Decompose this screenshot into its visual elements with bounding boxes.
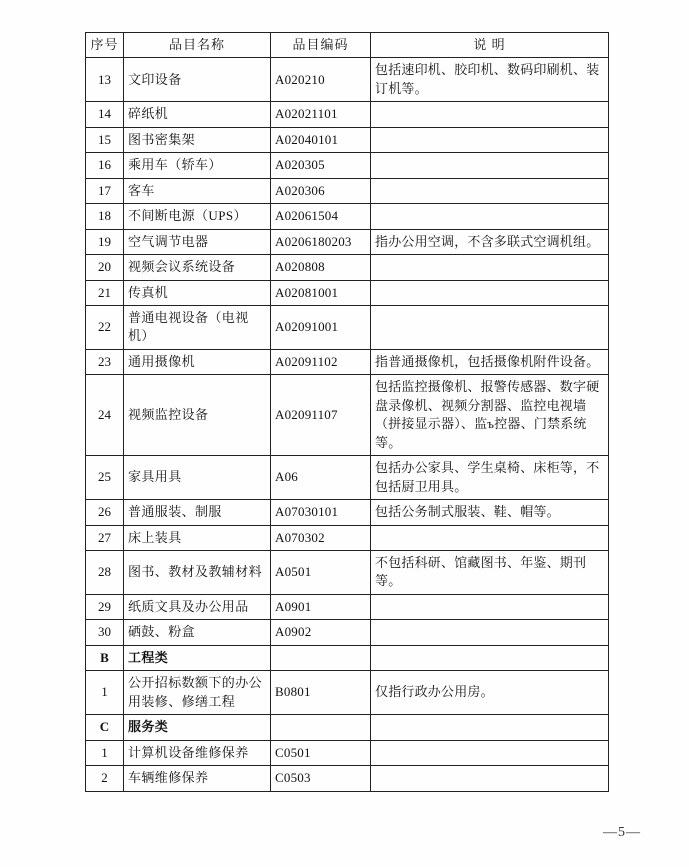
cell-no: 21 <box>86 280 124 305</box>
table-row <box>86 740 609 765</box>
cell-name: 通用摄像机 <box>124 349 271 374</box>
cell-name: 公开招标数额下的办公用装修、修缮工程 <box>124 671 271 715</box>
cell-no: 23 <box>86 349 124 374</box>
table-row <box>86 153 609 178</box>
cell-name: 视频会议系统设备 <box>124 255 271 280</box>
cell-desc <box>371 127 609 152</box>
cell-name: 纸质文具及办公用品 <box>124 594 271 619</box>
table-row <box>86 645 609 670</box>
column-header-code: 品目编码 <box>271 33 371 58</box>
column-header-no: 序号 <box>86 33 124 58</box>
cell-desc: 包括监控摄像机、报警传感器、数字硬盘录像机、视频分割器、监控电视墙（拼接显示器）、监ъ控器、门禁系统等。 <box>371 375 609 456</box>
cell-no: 1 <box>86 671 124 715</box>
cell-name: 不间断电源（UPS） <box>124 204 271 229</box>
cell-no: 29 <box>86 594 124 619</box>
table-header-row <box>86 33 609 58</box>
cell-desc <box>371 766 609 791</box>
table-row <box>86 102 609 127</box>
cell-name: 空气调节电器 <box>124 229 271 254</box>
cell-no: 26 <box>86 500 124 525</box>
cell-no: 28 <box>86 550 124 594</box>
catalog-table-container <box>85 32 608 792</box>
table-row <box>86 550 609 594</box>
cell-code: A020305 <box>271 153 371 178</box>
cell-name: 服务类 <box>124 715 271 740</box>
cell-desc: 不包括科研、馆藏图书、年鉴、期刊等。 <box>371 550 609 594</box>
cell-name: 普通电视设备（电视机） <box>124 305 271 349</box>
cell-no: 16 <box>86 153 124 178</box>
cell-desc <box>371 255 609 280</box>
table-row <box>86 375 609 456</box>
cell-desc: 仅指行政办公用房。 <box>371 671 609 715</box>
table-row <box>86 204 609 229</box>
cell-name: 图书密集架 <box>124 127 271 152</box>
table-row <box>86 594 609 619</box>
cell-desc <box>371 715 609 740</box>
cell-code: A020808 <box>271 255 371 280</box>
table-row <box>86 620 609 645</box>
table-row <box>86 178 609 203</box>
cell-code: A0501 <box>271 550 371 594</box>
table-row <box>86 229 609 254</box>
cell-desc <box>371 620 609 645</box>
table-row <box>86 525 609 550</box>
table-row <box>86 127 609 152</box>
table-row <box>86 280 609 305</box>
cell-name: 碎纸机 <box>124 102 271 127</box>
table-row <box>86 58 609 102</box>
cell-desc <box>371 305 609 349</box>
cell-code: A02091107 <box>271 375 371 456</box>
cell-code: A020306 <box>271 178 371 203</box>
cell-desc: 包括办公家具、学生桌椅、床柜等，不包括厨卫用具。 <box>371 456 609 500</box>
cell-no: 22 <box>86 305 124 349</box>
cell-no: 19 <box>86 229 124 254</box>
cell-desc <box>371 178 609 203</box>
cell-code: A0206180203 <box>271 229 371 254</box>
cell-code: A02040101 <box>271 127 371 152</box>
cell-no: 1 <box>86 740 124 765</box>
cell-code <box>271 715 371 740</box>
cell-code: A0902 <box>271 620 371 645</box>
cell-name: 床上装具 <box>124 525 271 550</box>
page-number: —5— <box>603 825 641 840</box>
cell-desc: 包括公务制式服装、鞋、帽等。 <box>371 500 609 525</box>
cell-desc <box>371 740 609 765</box>
table-row <box>86 671 609 715</box>
cell-code: B0801 <box>271 671 371 715</box>
cell-no: 24 <box>86 375 124 456</box>
cell-desc: 指办公用空调，不含多联式空调机组。 <box>371 229 609 254</box>
column-header-name: 品目名称 <box>124 33 271 58</box>
table-row <box>86 255 609 280</box>
column-header-desc: 说 明 <box>371 33 609 58</box>
cell-desc <box>371 525 609 550</box>
cell-no: 25 <box>86 456 124 500</box>
table-body <box>86 58 609 791</box>
cell-name: 文印设备 <box>124 58 271 102</box>
table-row <box>86 305 609 349</box>
table-header <box>86 33 609 58</box>
cell-desc: 指普通摄像机，包括摄像机附件设备。 <box>371 349 609 374</box>
table-row <box>86 715 609 740</box>
cell-no: 18 <box>86 204 124 229</box>
cell-code: C0501 <box>271 740 371 765</box>
cell-no: 13 <box>86 58 124 102</box>
cell-code: A020210 <box>271 58 371 102</box>
cell-name: 家具用具 <box>124 456 271 500</box>
cell-desc <box>371 645 609 670</box>
cell-code: A070302 <box>271 525 371 550</box>
cell-name: 乘用车（轿车） <box>124 153 271 178</box>
cell-code: A02091001 <box>271 305 371 349</box>
cell-desc <box>371 204 609 229</box>
cell-code: C0503 <box>271 766 371 791</box>
cell-no: 2 <box>86 766 124 791</box>
table-row <box>86 349 609 374</box>
cell-no: B <box>86 645 124 670</box>
table-row <box>86 500 609 525</box>
cell-desc <box>371 280 609 305</box>
catalog-table <box>85 32 609 792</box>
cell-desc <box>371 594 609 619</box>
cell-name: 视频监控设备 <box>124 375 271 456</box>
cell-code: A02021101 <box>271 102 371 127</box>
cell-name: 计算机设备维修保养 <box>124 740 271 765</box>
cell-name: 传真机 <box>124 280 271 305</box>
cell-no: C <box>86 715 124 740</box>
cell-code: A02091102 <box>271 349 371 374</box>
table-row <box>86 456 609 500</box>
cell-no: 27 <box>86 525 124 550</box>
cell-name: 硒鼓、粉盒 <box>124 620 271 645</box>
cell-no: 30 <box>86 620 124 645</box>
cell-code <box>271 645 371 670</box>
cell-no: 15 <box>86 127 124 152</box>
cell-code: A07030101 <box>271 500 371 525</box>
cell-no: 17 <box>86 178 124 203</box>
cell-name: 普通服装、制服 <box>124 500 271 525</box>
cell-name: 图书、教材及教辅材料 <box>124 550 271 594</box>
cell-code: A02081001 <box>271 280 371 305</box>
cell-code: A02061504 <box>271 204 371 229</box>
cell-code: A0901 <box>271 594 371 619</box>
cell-name: 客车 <box>124 178 271 203</box>
cell-name: 工程类 <box>124 645 271 670</box>
table-row <box>86 766 609 791</box>
cell-no: 20 <box>86 255 124 280</box>
cell-code: A06 <box>271 456 371 500</box>
cell-desc: 包括速印机、胶印机、数码印刷机、装订机等。 <box>371 58 609 102</box>
cell-desc <box>371 102 609 127</box>
cell-name: 车辆维修保养 <box>124 766 271 791</box>
cell-no: 14 <box>86 102 124 127</box>
cell-desc <box>371 153 609 178</box>
